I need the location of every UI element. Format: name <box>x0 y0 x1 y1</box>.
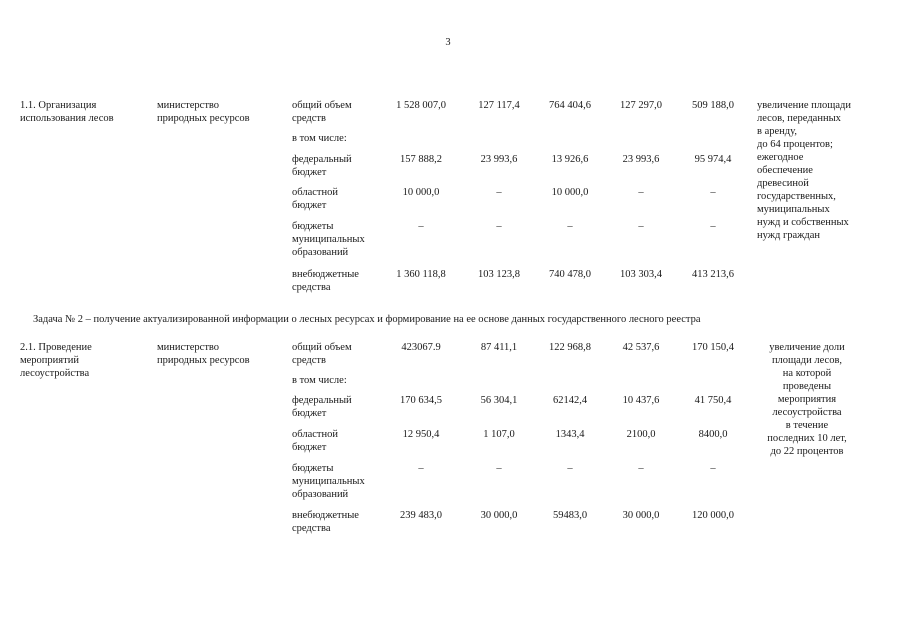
s1-federal-label-2: бюджет <box>292 167 327 178</box>
s1-federal-v1: 157 888,2 <box>400 154 442 165</box>
s1-regional-label-1: областной <box>292 187 338 198</box>
s1-result-line-1: увеличение площади <box>757 100 851 111</box>
executor-2-line-2: природных ресурсов <box>157 355 250 366</box>
s1-result-line-4: до 64 процентов; <box>757 139 833 150</box>
s1-federal-v3: 13 926,6 <box>551 154 589 165</box>
s1-offbudget-v1: 1 360 118,8 <box>396 269 446 280</box>
s1-regional-v1: 10 000,0 <box>402 187 440 198</box>
measure-1-line-1: 1.1. Организация <box>20 100 97 111</box>
s2-result-line-5: мероприятия <box>777 394 837 405</box>
measure-2-line-3: лесоустройства <box>20 368 90 379</box>
s2-federal-label-1: федеральный <box>292 395 352 406</box>
s1-result-line-2: лесов, переданных <box>757 113 841 124</box>
s2-federal-v5: 41 750,4 <box>694 395 732 406</box>
s2-regional-v2: 1 107,0 <box>483 429 515 440</box>
s2-municipal-v1: – <box>418 463 424 474</box>
s1-offbudget-v4: 103 303,4 <box>620 269 662 280</box>
s1-municipal-label-3: образований <box>292 247 349 258</box>
s2-municipal-label-1: бюджеты <box>292 463 334 474</box>
s1-offbudget-label-1: внебюджетные <box>292 269 359 280</box>
s2-total-v4: 42 537,6 <box>622 342 660 353</box>
s2-result-line-2: площади лесов, <box>771 355 843 366</box>
s2-total-v3: 122 968,8 <box>549 342 591 353</box>
s1-regional-v5: – <box>710 187 716 198</box>
measure-2-line-1: 2.1. Проведение <box>20 342 92 353</box>
s2-offbudget-v5: 120 000,0 <box>692 510 734 521</box>
page-number: 3 <box>445 37 451 48</box>
s1-result-line-9: муниципальных <box>757 204 830 215</box>
s2-offbudget-v3: 59483,0 <box>552 510 588 521</box>
s1-total-v1: 1 528 007,0 <box>396 100 446 111</box>
s1-result-line-11: нужд граждан <box>757 230 821 241</box>
s2-regional-label-2: бюджет <box>292 442 327 453</box>
s1-offbudget-label-2: средства <box>292 282 331 293</box>
s1-total-v4: 127 297,0 <box>620 100 662 111</box>
s1-federal-v5: 95 974,4 <box>694 154 732 165</box>
s1-regional-v4: – <box>638 187 644 198</box>
measure-2-line-2: мероприятий <box>20 355 79 366</box>
s1-total-v3: 764 404,6 <box>549 100 591 111</box>
task-2-heading: Задача № 2 – получение актуализированной информации о лесных ресурсах и формирование на ее основе данных государственного лесного реестра <box>33 314 701 325</box>
s1-regional-label-2: бюджет <box>292 200 327 211</box>
executor-1-line-1: министерство <box>157 100 220 111</box>
s1-regional-v2: – <box>496 187 502 198</box>
s2-federal-v4: 10 437,6 <box>622 395 660 406</box>
s2-including-label: в том числе: <box>292 375 347 386</box>
s2-regional-v3: 1343,4 <box>555 429 585 440</box>
s2-municipal-label-3: образований <box>292 489 349 500</box>
s2-federal-v2: 56 304,1 <box>480 395 518 406</box>
s1-municipal-v2: – <box>496 221 502 232</box>
s1-municipal-v5: – <box>710 221 716 232</box>
s2-result-line-6: лесоустройства <box>772 407 842 418</box>
s1-result-line-8: государственных, <box>757 191 836 202</box>
s2-offbudget-label-2: средства <box>292 523 331 534</box>
s2-total-label-1: общий объем <box>292 342 352 353</box>
s1-municipal-label-2: муниципальных <box>292 234 365 245</box>
s1-offbudget-v2: 103 123,8 <box>478 269 520 280</box>
s2-municipal-v2: – <box>496 463 502 474</box>
s2-municipal-v3: – <box>567 463 573 474</box>
s2-federal-v1: 170 634,5 <box>400 395 442 406</box>
s2-federal-v3: 62142,4 <box>552 395 588 406</box>
s2-result-line-4: проведены <box>782 381 832 392</box>
s2-regional-v1: 12 950,4 <box>402 429 440 440</box>
s2-total-v1: 423067.9 <box>401 342 441 353</box>
s2-municipal-v5: – <box>710 463 716 474</box>
s1-result-line-7: древесиной <box>757 178 809 189</box>
s1-total-label-2: средств <box>292 113 326 124</box>
s2-regional-label-1: областной <box>292 429 338 440</box>
s2-result-line-8: последних 10 лет, <box>767 433 847 444</box>
s1-result-line-5: ежегодное <box>757 152 804 163</box>
s2-regional-v5: 8400,0 <box>698 429 728 440</box>
s1-offbudget-v3: 740 478,0 <box>549 269 591 280</box>
s1-result-line-3: в аренду, <box>757 126 797 137</box>
s2-result-line-1: увеличение доли <box>769 342 845 353</box>
s1-municipal-v1: – <box>418 221 424 232</box>
s1-result-line-6: обеспечение <box>757 165 813 176</box>
s2-result-line-3: на которой <box>782 368 832 379</box>
s1-federal-label-1: федеральный <box>292 154 352 165</box>
executor-1-line-2: природных ресурсов <box>157 113 250 124</box>
s1-municipal-v3: – <box>567 221 573 232</box>
s2-municipal-label-2: муниципальных <box>292 476 365 487</box>
s1-municipal-label-1: бюджеты <box>292 221 334 232</box>
s2-offbudget-label-1: внебюджетные <box>292 510 359 521</box>
s2-total-v5: 170 150,4 <box>692 342 734 353</box>
s2-result-line-7: в течение <box>785 420 829 431</box>
s2-offbudget-v1: 239 483,0 <box>400 510 442 521</box>
s1-total-v2: 127 117,4 <box>478 100 520 111</box>
s1-total-label-1: общий объем <box>292 100 352 111</box>
s1-regional-v3: 10 000,0 <box>551 187 589 198</box>
s2-municipal-v4: – <box>638 463 644 474</box>
s1-total-v5: 509 188,0 <box>692 100 734 111</box>
s2-result-line-9: до 22 процентов <box>770 446 844 457</box>
s2-offbudget-v2: 30 000,0 <box>480 510 518 521</box>
s1-federal-v4: 23 993,6 <box>622 154 660 165</box>
s2-total-v2: 87 411,1 <box>480 342 518 353</box>
s1-municipal-v4: – <box>638 221 644 232</box>
s2-total-label-2: средств <box>292 355 326 366</box>
s2-federal-label-2: бюджет <box>292 408 327 419</box>
s2-offbudget-v4: 30 000,0 <box>622 510 660 521</box>
s1-including-label: в том числе: <box>292 133 347 144</box>
executor-2-line-1: министерство <box>157 342 220 353</box>
s1-result-line-10: нужд и собственных <box>757 217 849 228</box>
s1-federal-v2: 23 993,6 <box>480 154 518 165</box>
s1-offbudget-v5: 413 213,6 <box>692 269 734 280</box>
measure-1-line-2: использования лесов <box>20 113 114 124</box>
s2-regional-v4: 2100,0 <box>626 429 656 440</box>
